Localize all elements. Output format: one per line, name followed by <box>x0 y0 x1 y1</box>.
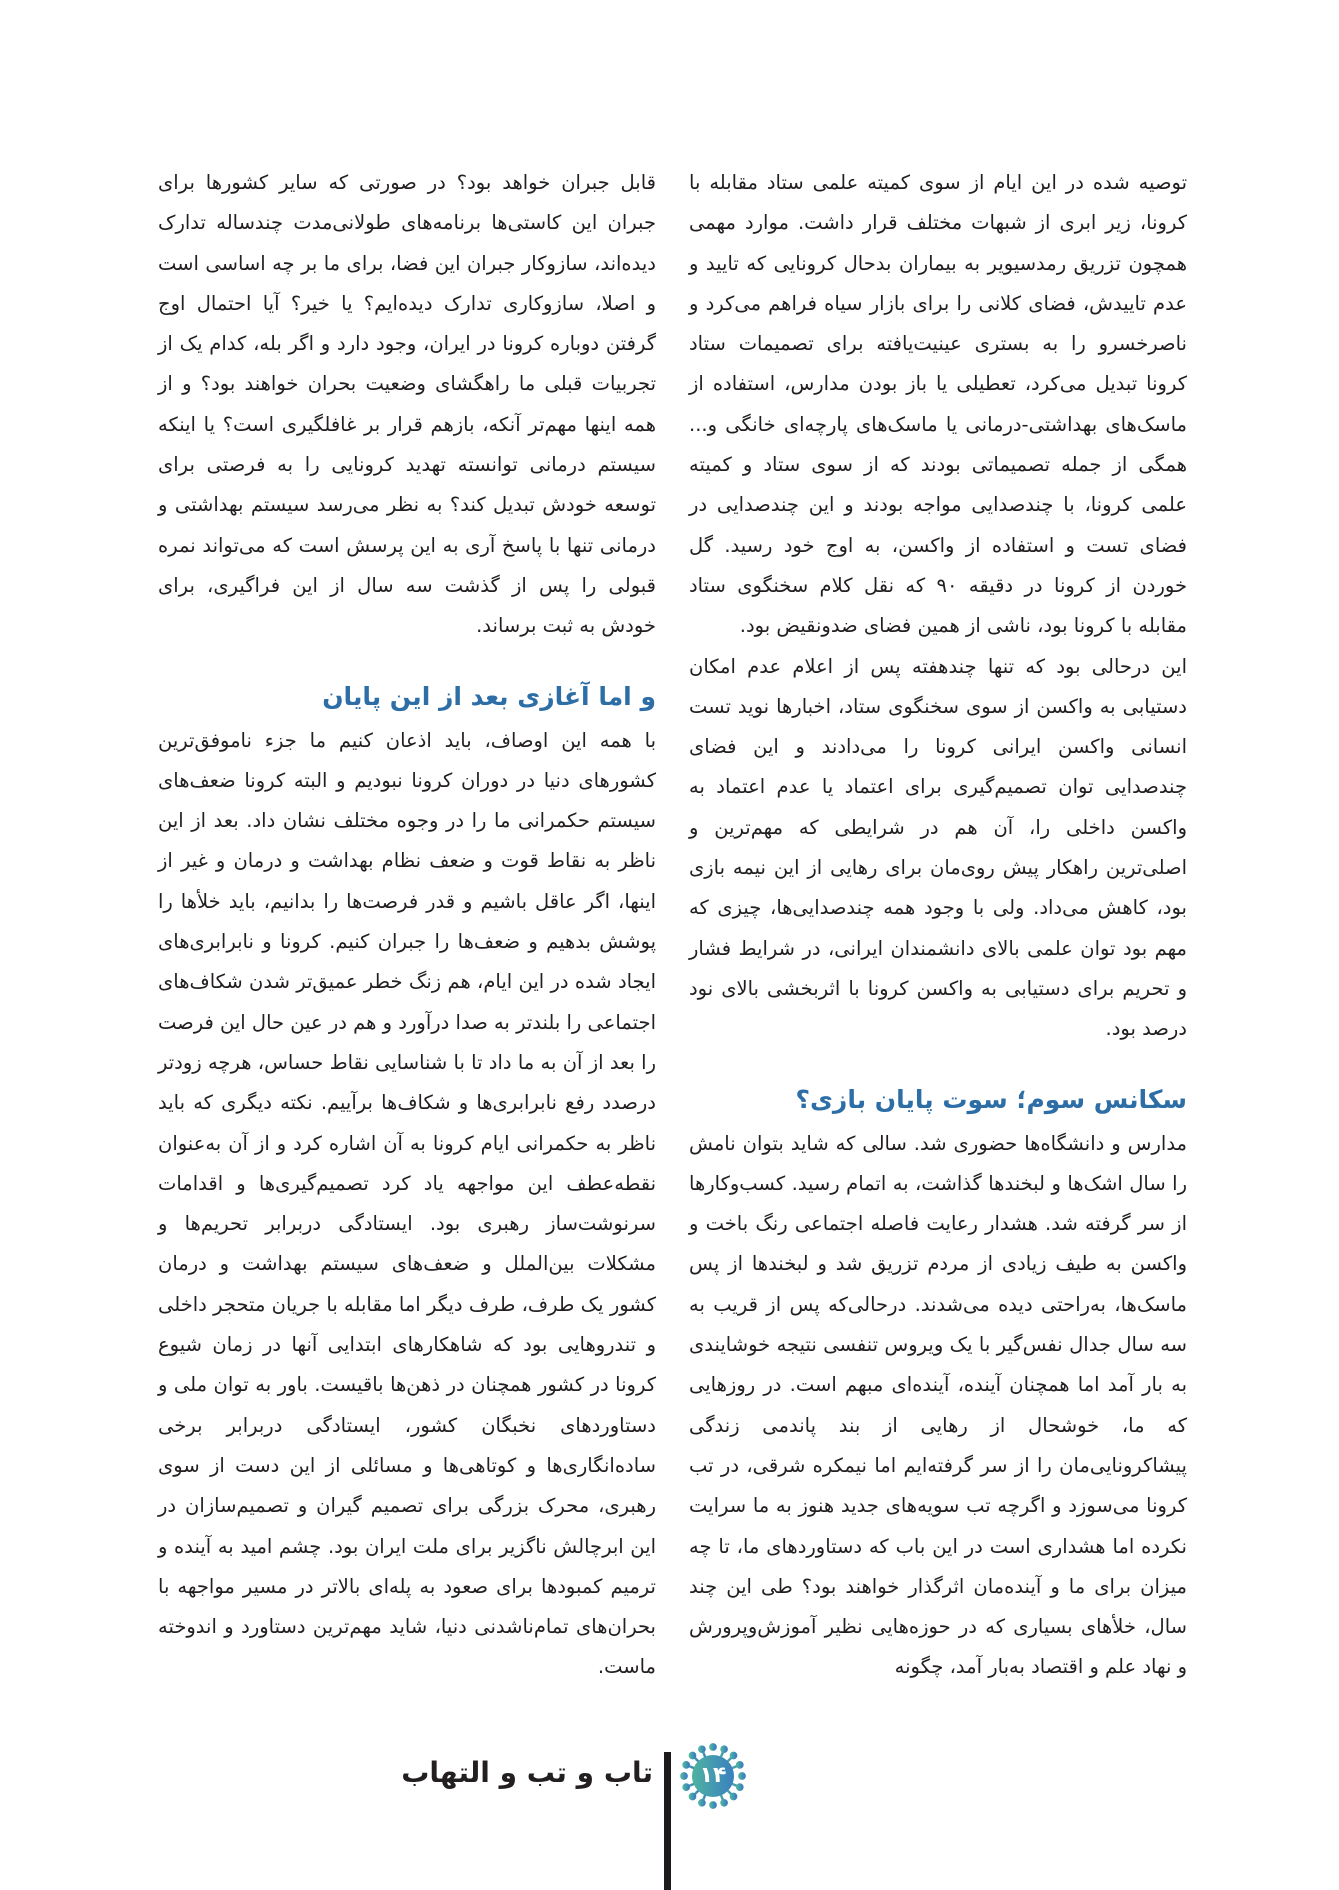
footer-divider <box>664 1752 671 1890</box>
virus-spike-tip <box>710 1744 715 1749</box>
virus-spike-tip <box>731 1794 736 1799</box>
magazine-title: تاب و تب و التهاب <box>401 1756 653 1789</box>
right-column <box>689 163 1187 1688</box>
paragraph: توصیه شده در این ایام از سوی کمیته علمی ستاد مقابله با کرونا، زیر ابری از شبهات مختلف قرار داشت. موارد مهمی همچون تزریق رمدسیویر به بیماران بدحال کرونایی که تایید و عدم تاییدش، فضای کلانی را برای بازار سیاه فراهم می‌کرد و ناصرخسرو را به بستری عینیت‌یافته برای تصمیمات ستاد کرونا تبدیل می‌کرد، تعطیلی یا باز بودن مدارس، استفاده از ماسک‌های بهداشتی-درمانی یا ماسک‌های پارچه‌ای خانگی و... همگی از جمله تصمیماتی بودند که از سوی ستاد و کمیته علمی کرونا، با چندصدایی مواجه بودند و این چندصدایی در فضای تست و استفاده از واکسن، به اوج خود رسید. گل خوردن از کرونا در دقیقه ۹۰ که نقل کلام سخنگوی ستاد مقابله با کرونا بود، ناشی از همین فضای ضدونقیض بود. <box>689 171 1188 638</box>
page-number: ۱۴ <box>699 1763 727 1788</box>
paragraph: مدارس و دانشگاه‌ها حضوری شد. سالی که شاید بتوان نامش را سال اشک‌ها و لبخندها گذاشت، به اتمام رسید. کسب‌وکارها از سر گرفته شد. هشدار رعایت فاصله اجتماعی رنگ باخت و واکسن به طیف زیادی از مردم تزریق شد و لبخندها از پس ماسک‌ها، به‌راحتی دیده می‌شدند. درحالی‌که پس از قریب به سه سال جدال نفس‌گیر با یک ویروس تنفسی نتیجه خوشایندی به بار آمد اما همچنان آینده، آینده‌ای مبهم است. در روزهایی که ما، خوشحال از رهایی از بند پاندمی زندگی پیشاکرونایی‌مان را از سر گرفته‌ایم اما نیمکره شرقی، در تب کرونا می‌سوزد و اگرچه تب سویه‌های جدید هنوز به ما سرایت نکرده اما هشداری است در این باب که دستاوردهای ما، تا چه میزان برای ما و آینده‌مان اثرگذار خواهند بود؟ طی این چند سال، خلأهای بسیاری که در حوزه‌هایی نظیر آموزش‌وپرورش و نهاد علم و اقتصاد به‌بار آمد، چگونه <box>689 1131 1187 1679</box>
paragraph: با همه این اوصاف، باید اذعان کنیم ما جزء ناموفق‌ترین کشورهای دنیا در دوران کرونا نبودیم و البته کرونا ضعف‌های سیستم حکمرانی ما را در وجوه مختلف نشان داد. بعد از این ناظر به نقاط قوت و ضعف نظام بهداشت و درمان و غیر از اینها، اگر عاقل باشیم و قدر فرصت‌ها را بدانیم، باید خلأها را پوشش بدهیم و ضعف‌ها را جبران کنیم. کرونا و نابرابری‌های ایجاد شده در این ایام، هم زنگ خطر عمیق‌تر شدن شکاف‌های اجتماعی را بلندتر به صدا درآورد و هم در عین حال این فرصت را بعد از آن به ما داد تا با شناسایی نقاط حساس، هرچه زودتر درصدد رفع نابرابری‌ها و شکاف‌ها برآییم. نکته دیگری که باید ناظر به حکمرانی ایام کرونا به آن اشاره کرد و از آن به‌عنوان نقطه‌عطف این مواجهه یاد کرد تصمیم‌گیری‌ها و اقدامات سرنوشت‌ساز رهبری بود. ایستادگی دربرابر تحریم‌ها و مشکلات بین‌الملل و ضعف‌های سیستم بهداشت و درمان کشور یک طرف، طرف دیگر اما مقابله با جریان متحجر داخلی و تندروهایی بود که شاهکارهای ابتدایی آنها در زمان شیوع کرونا در کشور همچنان در ذهن‌ها باقیست. باور به توان ملی و دستاوردهای نخبگان کشور، ایستادگی دربرابر برخی ساده‌انگاری‌ها و کوتاهی‌ها و مسائلی از این دست از سوی رهبری، محرک بزرگی برای تصمیم گیران و تصمیم‌سازان در این ابرچالش ناگزیر برای ملت ایران بود. چشم امید به آینده و ترمیم کمبودها برای صعود به پله‌ای بالاتر در مسیر مواجهه با بحران‌های تمام‌ناشدنی دنیا، شاید مهم‌ترین دستاورد و اندوخته ماست. <box>158 728 656 1679</box>
section-heading: سکانس سوم؛ سوت پایان بازی؟ <box>795 1084 1187 1114</box>
virus-spike-tip <box>721 1800 726 1805</box>
virus-spike-tip <box>721 1747 726 1752</box>
paragraph: این درحالی بود که تنها چندهفته پس از اعلام عدم امکان دستیابی به واکسن از سوی سخنگوی ستاد، اخبارها نوید تست انسانی واکسن ایرانی کرونا را می‌دادند و این فضای چندصدایی توان تصمیم‌گیری برای اعتماد یا عدم اعتماد به واکسن داخلی را، آن هم در شرایطی که مهم‌ترین و اصلی‌ترین راهکار پیش روی‌مان برای رهایی از این نیمه بازی بود، کاهش می‌داد. ولی با وجود همه چندصدایی‌ها، چیزی که مهم بود توان علمی بالای دانشمندان ایرانی، در شرایط فشار و تحریم برای دستیابی به واکسن کرونا با اثربخشی بالای نود درصد بود. <box>689 654 1187 1041</box>
virus-spike-tip <box>710 1802 715 1807</box>
virus-spike-tip <box>731 1753 736 1758</box>
left-column <box>158 163 656 1688</box>
virus-spike-tip <box>699 1800 704 1805</box>
paragraph: قابل جبران خواهد بود؟ در صورتی که سایر کشورها برای جبران این کاستی‌ها برنامه‌های طولانی‌مدت چندساله تدارک دیده‌اند، سازوکار جبران این فضا، برای ما بر چه اساسی است و اصلا، سازوکاری تدارک دیده‌ایم؟ یا خیر؟ آیا احتمال اوج گرفتن دوباره کرونا در ایران، وجود دارد و اگر بله، کدام یک از تجربیات قبلی ما راهگشای وضعیت بحران خواهند بود؟ و از همه اینها مهم‌تر آنکه، بازهم قرار بر غافلگیری است؟ یا اینکه سیستم درمانی توانسته تهدید کرونایی را به فرصتی برای توسعه خودش تبدیل کند؟ به نظر می‌رسد سیستم بهداشتی و درمانی تنها با پاسخ آری به این پرسش است که می‌تواند نمره قبولی را پس از گذشت سه سال از این فراگیری، برای خودش به ثبت برساند. <box>158 171 656 638</box>
virus-spike-tip <box>699 1747 704 1752</box>
virus-spike-tip <box>690 1753 695 1758</box>
virus-spike-tip <box>690 1794 695 1799</box>
section-heading: و اما آغازی بعد از این پایان <box>322 681 656 711</box>
